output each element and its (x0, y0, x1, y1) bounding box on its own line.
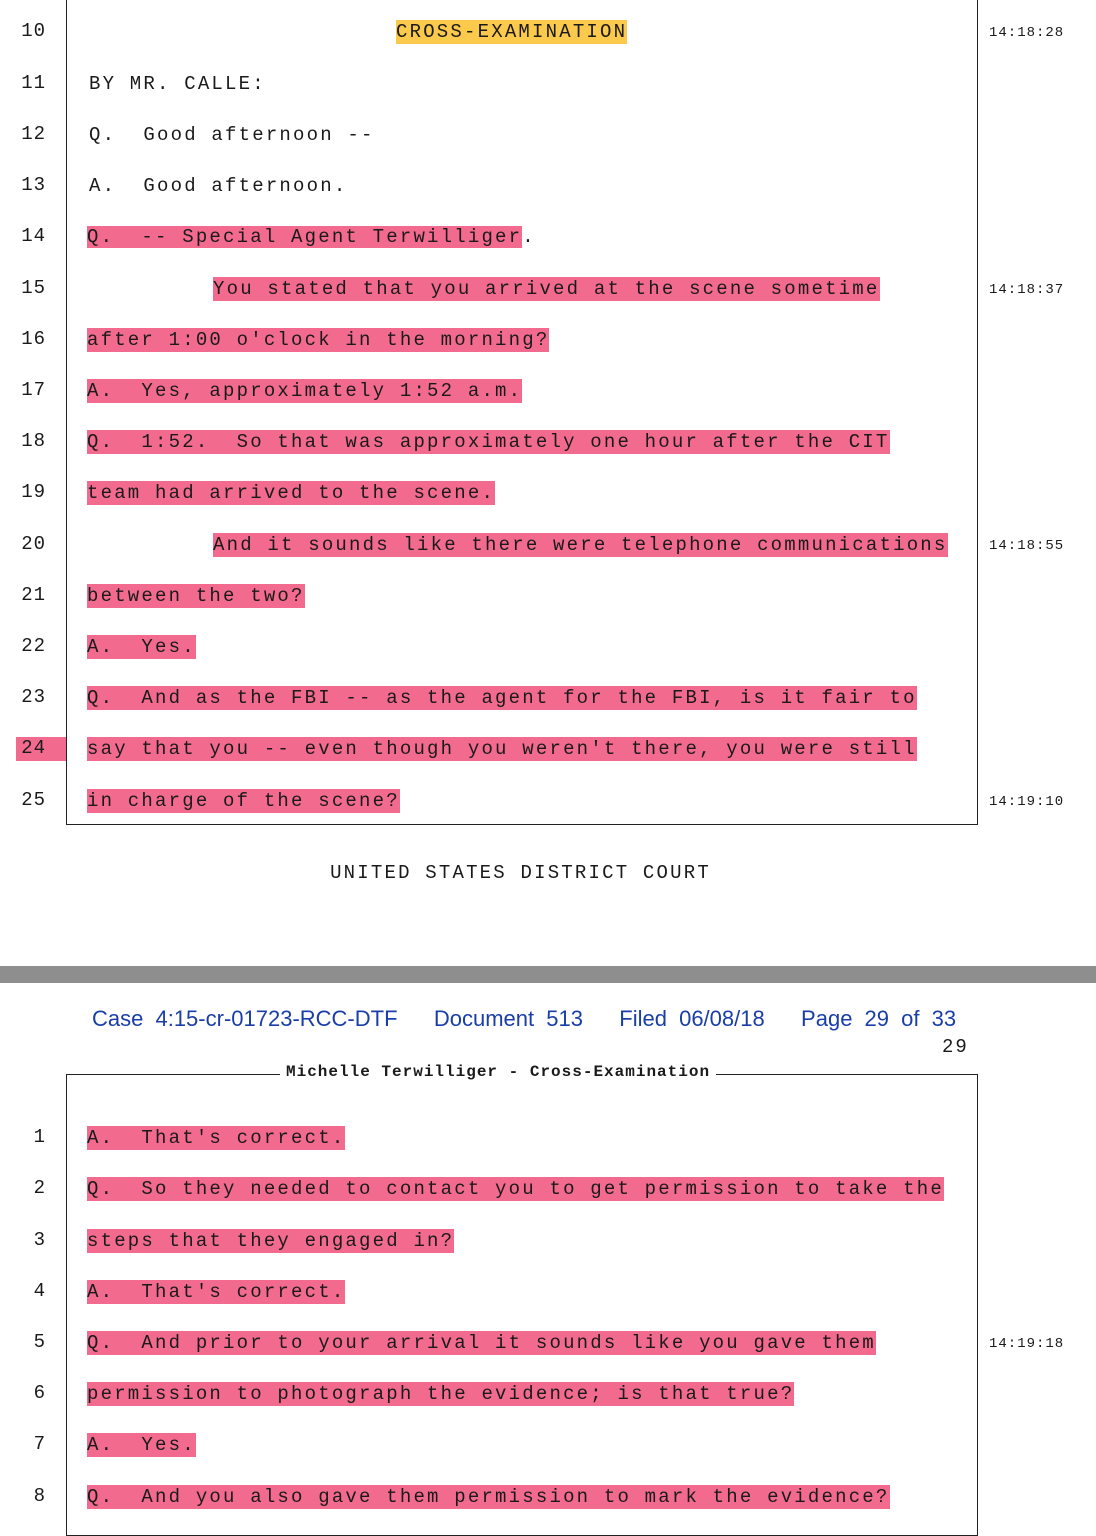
line-number: 1 (33, 1126, 46, 1148)
transcript-line: A. Yes, approximately 1:52 a.m. (87, 380, 523, 402)
line-number: 2 (33, 1177, 46, 1199)
line-number: 14 (21, 225, 46, 247)
line-number: 13 (21, 174, 46, 196)
timestamp: 14:18:55 (989, 538, 1065, 554)
page-number: 29 (942, 1036, 969, 1058)
line-number: 21 (21, 584, 46, 606)
transcript-line: permission to photograph the evidence; is that true? (87, 1383, 795, 1405)
transcript-line: after 1:00 o'clock in the morning? (87, 329, 550, 351)
transcript-line: Q. And you also gave them permission to mark the evidence? (87, 1486, 890, 1508)
line-number: 4 (33, 1280, 46, 1302)
line-number: 12 (21, 123, 46, 145)
transcript-line: BY MR. CALLE: (89, 73, 266, 95)
line-number: 15 (21, 277, 46, 299)
transcript-line: Q. 1:52. So that was approximately one hour after the CIT (87, 431, 890, 453)
transcript-line: A. That's correct. (87, 1281, 346, 1303)
timestamp: 14:18:37 (989, 282, 1065, 298)
court-footer: UNITED STATES DISTRICT COURT (330, 862, 711, 884)
transcript-line: in charge of the scene? (87, 790, 400, 812)
transcript-line: Q. And prior to your arrival it sounds like you gave them (87, 1332, 876, 1354)
line-number: 6 (33, 1382, 46, 1404)
transcript-line: A. Yes. (87, 1434, 196, 1456)
transcript-line: And it sounds like there were telephone communications (213, 534, 948, 556)
line-number: 25 (21, 789, 46, 811)
line-number: 16 (21, 328, 46, 350)
line-number: 11 (21, 72, 46, 94)
line-number: 22 (21, 635, 46, 657)
section-heading: CROSS-EXAMINATION (396, 21, 628, 43)
trailing-text: . (522, 226, 536, 248)
line-number: 18 (21, 430, 46, 452)
transcript-line: A. Good afternoon. (89, 175, 348, 197)
line-number: 5 (33, 1331, 46, 1353)
transcript-line: steps that they engaged in? (87, 1230, 455, 1252)
line-number: 8 (33, 1485, 46, 1507)
transcript-line: Q. So they needed to contact you to get permission to take the (87, 1178, 944, 1200)
transcript-line: say that you -- even though you weren't there, you were still (87, 738, 917, 760)
transcript-line: between the two? (87, 585, 305, 607)
transcript-line: Q. And as the FBI -- as the agent for the FBI, is it fair to (87, 687, 917, 709)
transcript-line: A. That's correct. (87, 1127, 346, 1149)
page-divider (0, 966, 1096, 983)
line-number: 7 (33, 1433, 46, 1455)
transcript-line: Q. Good afternoon -- (89, 124, 375, 146)
timestamp: 14:19:10 (989, 794, 1065, 810)
transcript-line: team had arrived to the scene. (87, 482, 496, 504)
timestamp: 14:18:28 (989, 25, 1065, 41)
transcript-line: A. Yes. (87, 636, 196, 658)
line-number: 19 (21, 481, 46, 503)
transcript-line (87, 225, 536, 249)
line-number: 20 (21, 533, 46, 555)
line-number: 10 (21, 20, 46, 42)
witness-header: Michelle Terwilliger - Cross-Examination (280, 1063, 716, 1081)
case-caption: Case 4:15-cr-01723-RCC-DTF Document 513 Filed 06/08/18 Page 29 of 33 (92, 1006, 957, 1031)
transcript-line: You stated that you arrived at the scene sometime (213, 278, 880, 300)
line-number: 3 (33, 1229, 46, 1251)
line-number: 24 (21, 737, 46, 759)
line-number: 23 (21, 686, 46, 708)
timestamp: 14:19:18 (989, 1336, 1065, 1352)
highlighted-text: Q. -- Special Agent Terwilliger (87, 226, 523, 248)
line-number: 17 (21, 379, 46, 401)
